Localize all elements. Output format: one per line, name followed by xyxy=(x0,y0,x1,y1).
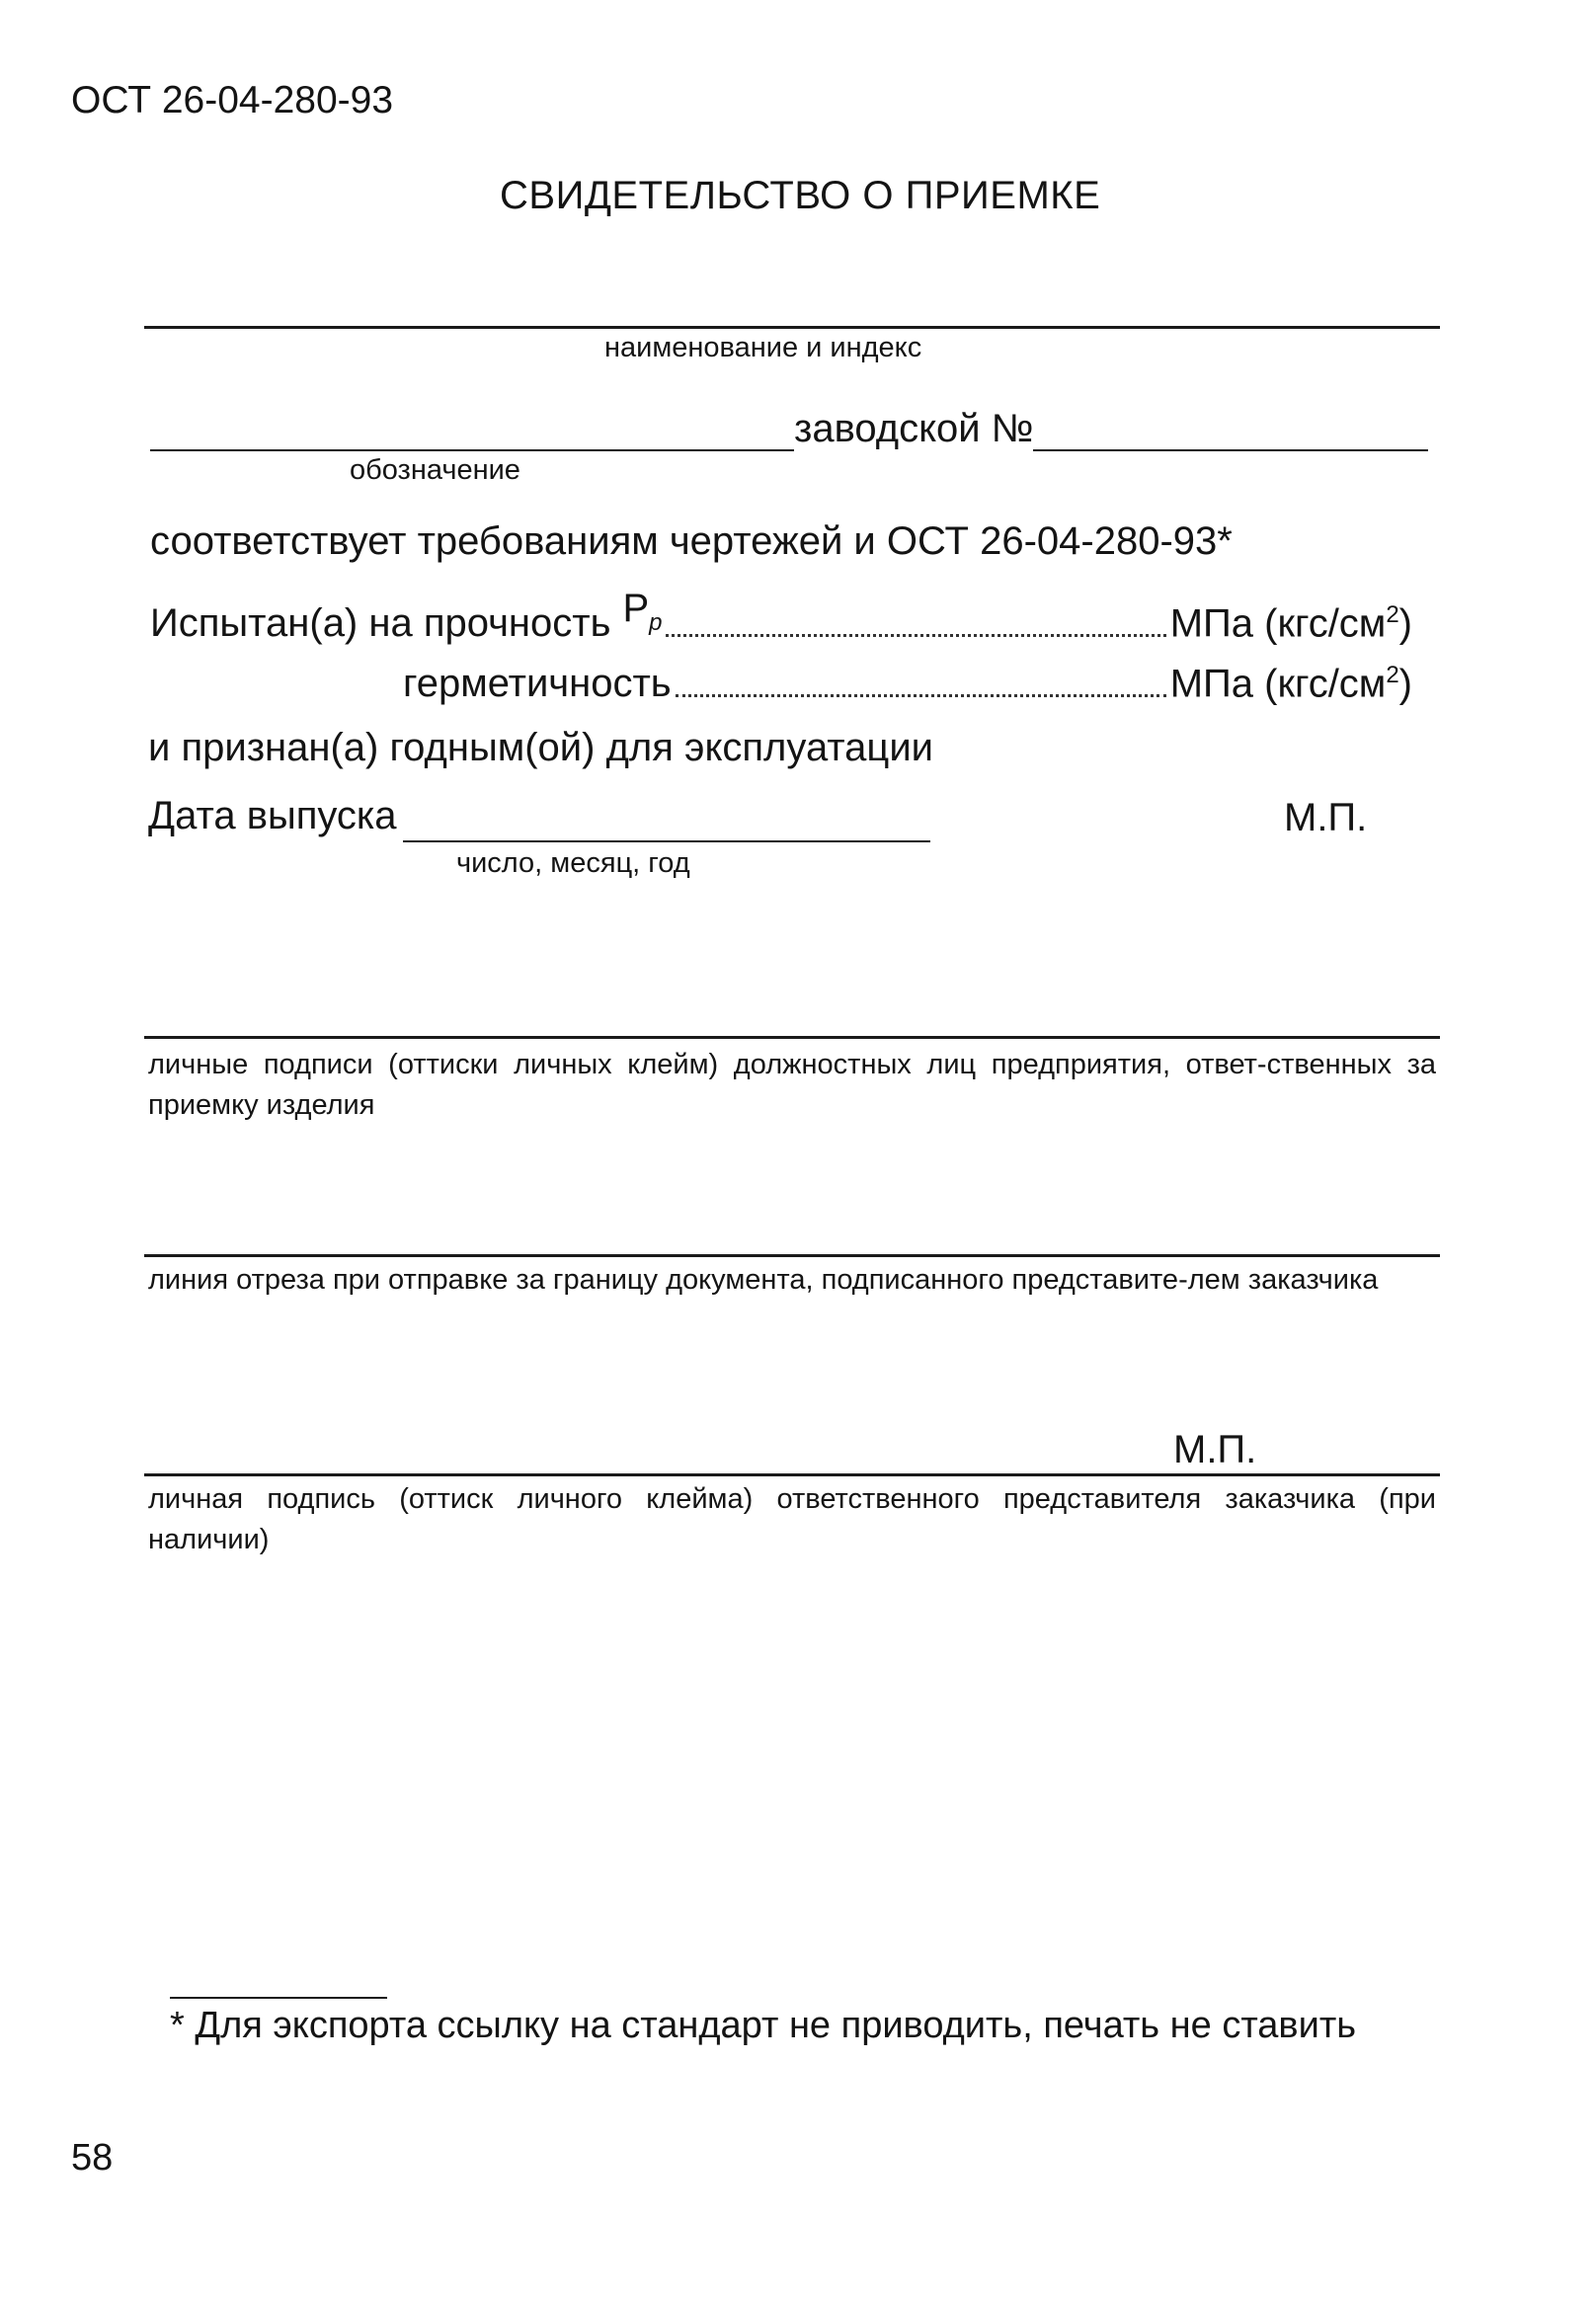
designation-caption: обозначение xyxy=(350,454,520,486)
tightness-value-dots xyxy=(676,694,1166,697)
release-date-line xyxy=(403,840,930,842)
tightness-label: герметичность xyxy=(403,662,672,706)
stamp-label: М.П. xyxy=(1284,796,1368,839)
approved-text: и признан(а) годным(ой) для эксплуатации xyxy=(148,726,934,769)
customer-signature-caption: личная подпись (оттиск личного клейма) ответственного представителя заказчика (при наличии) xyxy=(148,1483,1436,1555)
enterprise-signature-line xyxy=(144,1036,1440,1039)
conformity-text: соответствует требованиям чертежей и ОСТ 26-04-280-93* xyxy=(150,519,1233,563)
name-index-line xyxy=(144,326,1440,329)
standard-code: ОСТ 26-04-280-93 xyxy=(71,79,394,121)
page-title: СВИДЕТЕЛЬСТВО О ПРИЕМКЕ xyxy=(500,174,1101,217)
strength-value-dots xyxy=(666,634,1165,637)
strength-subscript: p xyxy=(649,609,663,636)
factory-number-line xyxy=(1033,449,1428,451)
strength-test-row xyxy=(150,585,1412,647)
page-number: 58 xyxy=(71,2137,114,2179)
factory-number-label: заводской № xyxy=(794,407,1034,450)
cut-line-caption: линия отреза при отправке за границу документа, подписанного представите-лем заказчика xyxy=(148,1264,1379,1296)
customer-stamp-label: М.П. xyxy=(1173,1428,1257,1471)
release-date-label: Дата выпуска xyxy=(148,794,397,837)
designation-line xyxy=(150,449,794,451)
strength-symbol: P xyxy=(622,587,650,630)
name-index-caption: наименование и индекс xyxy=(604,332,922,363)
strength-test-label: Испытан(а) на прочность xyxy=(150,601,611,645)
tightness-test-row xyxy=(403,652,1412,707)
cut-line xyxy=(144,1254,1440,1257)
footnote-separator xyxy=(170,1997,387,1999)
footnote: * Для экспорта ссылку на стандарт не приводить, печать не ставить xyxy=(170,2005,1357,2046)
date-caption: число, месяц, год xyxy=(456,847,690,879)
tightness-unit: МПа $(кгс/см^2)$ xyxy=(1169,662,1412,706)
customer-signature-line xyxy=(144,1473,1440,1476)
enterprise-signature-caption: личные подписи (оттиски личных клейм) должностных лиц предприятия, ответ-ственных за приемку изделия xyxy=(148,1049,1436,1121)
strength-unit: МПа $(кгс/см^2)$ xyxy=(1169,600,1412,645)
